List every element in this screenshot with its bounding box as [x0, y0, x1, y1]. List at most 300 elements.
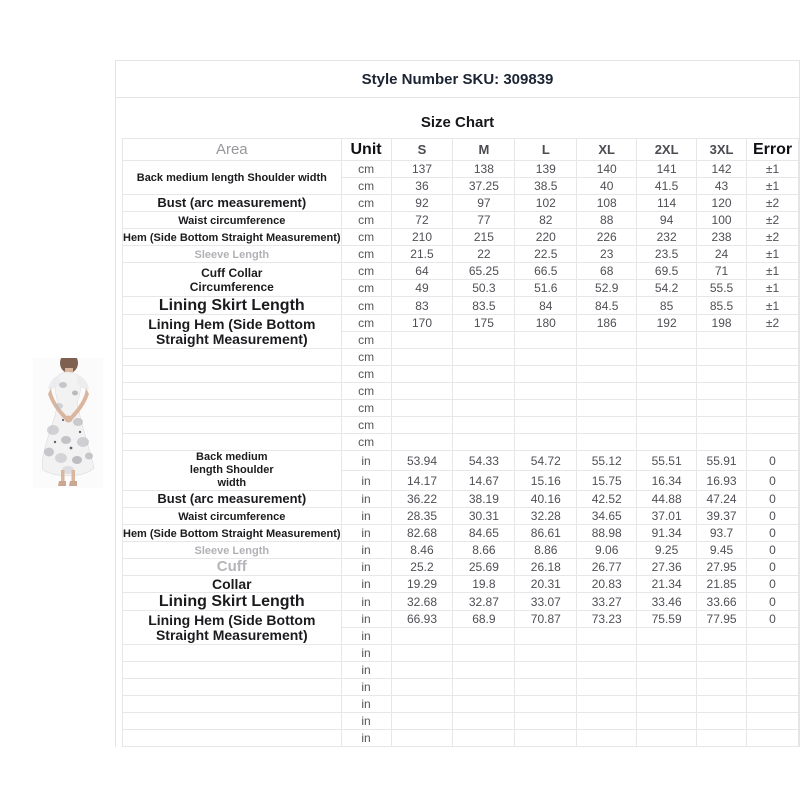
area-label: Lining Skirt Length	[158, 593, 305, 610]
unit-cell: in	[341, 730, 391, 747]
size-value-cell	[577, 713, 637, 730]
size-value-cell: 75.59	[637, 611, 697, 628]
size-value-cell: 32.28	[515, 508, 577, 525]
size-value-cell: 50.3	[453, 280, 515, 297]
size-value-cell: 23	[577, 246, 637, 263]
table-row	[123, 491, 799, 508]
area-cell	[123, 662, 342, 679]
size-value-cell	[577, 645, 637, 662]
size-value-cell: 72	[391, 212, 453, 229]
table-row	[123, 195, 799, 212]
size-value-cell	[515, 383, 577, 400]
size-value-cell	[515, 417, 577, 434]
size-value-cell: 85.5	[697, 297, 747, 315]
unit-cell: cm	[341, 417, 391, 434]
area-label: Waist circumference	[178, 214, 286, 227]
area-cell	[123, 542, 342, 559]
error-cell: 0	[747, 451, 799, 471]
error-cell	[747, 400, 799, 417]
size-value-cell: 70.87	[515, 611, 577, 628]
size-value-cell: 8.86	[515, 542, 577, 559]
size-value-cell	[637, 400, 697, 417]
area-cell	[123, 593, 342, 611]
area-cell	[123, 576, 342, 593]
size-value-cell: 64	[391, 263, 453, 280]
size-value-cell	[391, 434, 453, 451]
error-cell	[747, 679, 799, 696]
size-value-cell: 38.5	[515, 178, 577, 195]
error-cell: 0	[747, 542, 799, 559]
error-cell	[747, 366, 799, 383]
area-cell	[123, 315, 342, 349]
column-header-l: L	[515, 139, 577, 161]
column-header-2xl: 2XL	[637, 139, 697, 161]
size-value-cell: 170	[391, 315, 453, 332]
size-value-cell	[637, 332, 697, 349]
error-cell: ±1	[747, 297, 799, 315]
size-value-cell: 100	[697, 212, 747, 229]
size-value-cell: 14.67	[453, 471, 515, 491]
table-row	[123, 246, 799, 263]
size-value-cell: 34.65	[577, 508, 637, 525]
error-cell: 0	[747, 471, 799, 491]
size-value-cell	[391, 713, 453, 730]
size-value-cell: 39.37	[697, 508, 747, 525]
size-value-cell: 238	[697, 229, 747, 246]
size-value-cell	[453, 696, 515, 713]
area-label: Bust (arc measurement)	[157, 195, 307, 210]
size-value-cell: 85	[637, 297, 697, 315]
size-value-cell	[453, 400, 515, 417]
area-label: Waist circumference	[178, 510, 286, 523]
error-cell	[747, 332, 799, 349]
size-value-cell: 55.12	[577, 451, 637, 471]
table-row	[123, 645, 799, 662]
area-label: Cuff	[216, 558, 247, 575]
size-value-cell: 9.45	[697, 542, 747, 559]
size-value-cell	[515, 332, 577, 349]
size-value-cell	[697, 628, 747, 645]
unit-cell: cm	[341, 400, 391, 417]
error-cell: ±1	[747, 161, 799, 178]
size-value-cell: 36	[391, 178, 453, 195]
area-cell	[123, 696, 342, 713]
size-value-cell: 44.88	[637, 491, 697, 508]
unit-cell: in	[341, 508, 391, 525]
size-value-cell	[637, 713, 697, 730]
area-cell	[123, 417, 342, 434]
size-value-cell	[577, 434, 637, 451]
size-value-cell: 66.5	[515, 263, 577, 280]
unit-cell: in	[341, 525, 391, 542]
column-header-s: S	[391, 139, 453, 161]
size-value-cell: 77	[453, 212, 515, 229]
size-value-cell: 27.36	[637, 559, 697, 576]
error-cell: ±1	[747, 178, 799, 195]
size-value-cell	[515, 400, 577, 417]
size-value-cell	[637, 349, 697, 366]
table-row	[123, 508, 799, 525]
area-cell	[123, 366, 342, 383]
size-value-cell: 25.2	[391, 559, 453, 576]
size-value-cell	[453, 332, 515, 349]
error-cell	[747, 696, 799, 713]
size-value-cell	[637, 628, 697, 645]
column-header-3xl: 3XL	[697, 139, 747, 161]
area-cell	[123, 645, 342, 662]
table-row	[123, 713, 799, 730]
size-value-cell	[391, 417, 453, 434]
area-label: Lining Skirt Length	[158, 297, 305, 314]
table-row	[123, 451, 799, 471]
area-label: Back medium length Shoulder width	[189, 451, 274, 489]
unit-cell: cm	[341, 212, 391, 229]
error-cell	[747, 628, 799, 645]
size-value-cell: 141	[637, 161, 697, 178]
size-value-cell: 19.29	[391, 576, 453, 593]
area-label: Hem (Side Bottom Straight Measurement)	[123, 231, 341, 244]
area-cell	[123, 349, 342, 366]
area-label: Sleeve Length	[194, 544, 270, 557]
size-value-cell	[577, 679, 637, 696]
size-value-cell: 180	[515, 315, 577, 332]
table-row	[123, 593, 799, 611]
size-value-cell	[453, 713, 515, 730]
size-value-cell	[515, 349, 577, 366]
size-value-cell: 19.8	[453, 576, 515, 593]
size-value-cell: 14.17	[391, 471, 453, 491]
size-value-cell: 9.25	[637, 542, 697, 559]
size-value-cell	[637, 383, 697, 400]
size-value-cell: 20.83	[577, 576, 637, 593]
table-row	[123, 730, 799, 747]
size-value-cell: 137	[391, 161, 453, 178]
size-value-cell	[697, 645, 747, 662]
size-value-cell: 91.34	[637, 525, 697, 542]
table-row	[123, 263, 799, 280]
size-value-cell	[453, 679, 515, 696]
unit-cell: in	[341, 471, 391, 491]
size-value-cell: 82	[515, 212, 577, 229]
size-value-cell	[515, 434, 577, 451]
size-value-cell: 32.68	[391, 593, 453, 611]
table-row	[123, 611, 799, 628]
size-value-cell: 28.35	[391, 508, 453, 525]
size-value-cell: 49	[391, 280, 453, 297]
size-value-cell: 36.22	[391, 491, 453, 508]
table-header-row	[123, 139, 799, 161]
area-cell	[123, 383, 342, 400]
size-value-cell: 37.01	[637, 508, 697, 525]
area-cell	[123, 559, 342, 576]
area-cell	[123, 525, 342, 542]
area-cell	[123, 400, 342, 417]
size-value-cell: 97	[453, 195, 515, 212]
size-value-cell	[391, 679, 453, 696]
size-value-cell	[515, 366, 577, 383]
size-value-cell	[391, 400, 453, 417]
table-row	[123, 161, 799, 178]
size-value-cell	[577, 400, 637, 417]
area-label: Lining Hem (Side Bottom Straight Measurement)	[148, 315, 316, 347]
size-value-cell: 33.66	[697, 593, 747, 611]
size-value-cell: 21.5	[391, 246, 453, 263]
size-value-cell: 93.7	[697, 525, 747, 542]
area-cell	[123, 161, 342, 195]
size-value-cell: 21.85	[697, 576, 747, 593]
size-value-cell: 41.5	[637, 178, 697, 195]
error-cell: 0	[747, 576, 799, 593]
size-value-cell: 84	[515, 297, 577, 315]
table-row	[123, 434, 799, 451]
size-value-cell: 25.69	[453, 559, 515, 576]
size-chart-panel	[115, 60, 800, 747]
size-value-cell: 54.72	[515, 451, 577, 471]
size-value-cell: 71	[697, 263, 747, 280]
size-value-cell	[637, 366, 697, 383]
size-value-cell: 23.5	[637, 246, 697, 263]
unit-cell: cm	[341, 161, 391, 178]
size-value-cell	[391, 332, 453, 349]
size-value-cell: 220	[515, 229, 577, 246]
size-value-cell: 16.34	[637, 471, 697, 491]
size-value-cell: 175	[453, 315, 515, 332]
size-value-cell	[577, 628, 637, 645]
size-value-cell: 51.6	[515, 280, 577, 297]
size-value-cell: 55.51	[637, 451, 697, 471]
size-value-cell	[697, 434, 747, 451]
error-cell	[747, 645, 799, 662]
area-label: Sleeve Length	[194, 248, 270, 261]
error-cell: 0	[747, 491, 799, 508]
size-value-cell	[577, 332, 637, 349]
size-value-cell	[637, 645, 697, 662]
unit-cell: in	[341, 451, 391, 471]
area-label: Hem (Side Bottom Straight Measurement)	[123, 527, 341, 540]
size-value-cell	[391, 349, 453, 366]
size-value-cell	[577, 662, 637, 679]
size-value-cell	[577, 696, 637, 713]
size-value-cell: 40	[577, 178, 637, 195]
table-row	[123, 315, 799, 332]
size-value-cell: 92	[391, 195, 453, 212]
error-cell: ±1	[747, 280, 799, 297]
size-value-cell	[577, 383, 637, 400]
error-cell: ±2	[747, 315, 799, 332]
unit-cell: in	[341, 662, 391, 679]
size-value-cell	[391, 628, 453, 645]
size-value-cell: 26.77	[577, 559, 637, 576]
size-value-cell: 33.46	[637, 593, 697, 611]
size-value-cell: 40.16	[515, 491, 577, 508]
area-cell	[123, 434, 342, 451]
column-header-error: Error	[747, 139, 799, 161]
unit-cell: cm	[341, 366, 391, 383]
size-value-cell: 114	[637, 195, 697, 212]
error-cell	[747, 383, 799, 400]
size-value-cell	[453, 383, 515, 400]
unit-cell: in	[341, 679, 391, 696]
size-value-cell: 84.5	[577, 297, 637, 315]
size-value-cell: 37.25	[453, 178, 515, 195]
size-value-cell: 33.07	[515, 593, 577, 611]
unit-cell: in	[341, 645, 391, 662]
size-value-cell	[577, 417, 637, 434]
size-value-cell	[515, 662, 577, 679]
column-header-xl: XL	[577, 139, 637, 161]
area-cell	[123, 297, 342, 315]
table-row	[123, 696, 799, 713]
unit-cell: in	[341, 713, 391, 730]
size-value-cell: 54.2	[637, 280, 697, 297]
table-row	[123, 349, 799, 366]
size-value-cell	[637, 662, 697, 679]
size-value-cell	[697, 679, 747, 696]
table-row	[123, 679, 799, 696]
size-value-cell: 30.31	[453, 508, 515, 525]
size-value-cell: 54.33	[453, 451, 515, 471]
column-header-m: M	[453, 139, 515, 161]
size-value-cell	[391, 730, 453, 747]
size-value-cell: 88	[577, 212, 637, 229]
size-value-cell	[697, 696, 747, 713]
size-value-cell: 42.52	[577, 491, 637, 508]
unit-cell: cm	[341, 434, 391, 451]
size-value-cell: 15.75	[577, 471, 637, 491]
size-value-cell: 55.5	[697, 280, 747, 297]
size-value-cell: 186	[577, 315, 637, 332]
size-value-cell: 52.9	[577, 280, 637, 297]
size-value-cell	[637, 434, 697, 451]
size-value-cell	[697, 366, 747, 383]
size-value-cell	[697, 383, 747, 400]
table-row	[123, 559, 799, 576]
size-value-cell	[697, 730, 747, 747]
size-value-cell	[637, 679, 697, 696]
size-value-cell: 38.19	[453, 491, 515, 508]
size-value-cell: 94	[637, 212, 697, 229]
size-value-cell: 108	[577, 195, 637, 212]
size-value-cell: 9.06	[577, 542, 637, 559]
size-value-cell: 26.18	[515, 559, 577, 576]
size-value-cell: 43	[697, 178, 747, 195]
size-value-cell: 22	[453, 246, 515, 263]
size-value-cell	[453, 662, 515, 679]
column-header-unit: Unit	[341, 139, 391, 161]
size-value-cell	[697, 713, 747, 730]
size-value-cell	[577, 349, 637, 366]
table-row	[123, 662, 799, 679]
area-cell	[123, 212, 342, 229]
size-value-cell: 120	[697, 195, 747, 212]
unit-cell: in	[341, 628, 391, 645]
size-value-cell: 65.25	[453, 263, 515, 280]
size-value-cell	[637, 730, 697, 747]
size-value-cell: 32.87	[453, 593, 515, 611]
unit-cell: cm	[341, 297, 391, 315]
size-value-cell	[391, 366, 453, 383]
unit-cell: in	[341, 559, 391, 576]
error-cell: 0	[747, 508, 799, 525]
size-value-cell: 83	[391, 297, 453, 315]
size-value-cell: 68.9	[453, 611, 515, 628]
size-value-cell: 33.27	[577, 593, 637, 611]
size-value-cell: 198	[697, 315, 747, 332]
table-row	[123, 400, 799, 417]
area-cell	[123, 679, 342, 696]
error-cell: ±2	[747, 195, 799, 212]
size-value-cell: 142	[697, 161, 747, 178]
size-value-cell	[515, 679, 577, 696]
area-label: Bust (arc measurement)	[157, 491, 307, 506]
error-cell	[747, 730, 799, 747]
error-cell: ±2	[747, 229, 799, 246]
size-value-cell: 192	[637, 315, 697, 332]
size-value-cell: 232	[637, 229, 697, 246]
area-cell	[123, 451, 342, 491]
size-value-cell	[697, 417, 747, 434]
table-row	[123, 297, 799, 315]
size-value-cell	[391, 696, 453, 713]
size-value-cell: 24	[697, 246, 747, 263]
size-value-cell	[637, 696, 697, 713]
size-value-cell	[515, 696, 577, 713]
size-value-cell	[453, 730, 515, 747]
size-value-cell	[453, 628, 515, 645]
size-value-cell	[515, 628, 577, 645]
error-cell	[747, 349, 799, 366]
unit-cell: in	[341, 611, 391, 628]
area-label: Back medium length Shoulder width	[136, 172, 327, 184]
size-value-cell	[697, 349, 747, 366]
size-value-cell: 53.94	[391, 451, 453, 471]
size-value-cell: 21.34	[637, 576, 697, 593]
size-value-cell: 55.91	[697, 451, 747, 471]
dress-photo	[33, 358, 103, 488]
size-value-cell: 77.95	[697, 611, 747, 628]
size-value-cell	[453, 366, 515, 383]
area-cell	[123, 246, 342, 263]
area-cell	[123, 229, 342, 246]
size-value-cell	[515, 645, 577, 662]
size-chart-title: Size Chart	[420, 114, 495, 131]
size-value-cell: 84.65	[453, 525, 515, 542]
area-cell	[123, 611, 342, 645]
size-value-cell: 139	[515, 161, 577, 178]
table-row	[123, 229, 799, 246]
size-value-cell: 27.95	[697, 559, 747, 576]
size-value-cell: 86.61	[515, 525, 577, 542]
size-value-cell: 140	[577, 161, 637, 178]
area-cell	[123, 730, 342, 747]
area-cell	[123, 713, 342, 730]
error-cell	[747, 713, 799, 730]
size-value-cell: 102	[515, 195, 577, 212]
size-value-cell: 138	[453, 161, 515, 178]
product-image	[33, 358, 103, 488]
error-cell: ±1	[747, 246, 799, 263]
size-value-cell: 20.31	[515, 576, 577, 593]
size-value-cell	[577, 730, 637, 747]
unit-cell: in	[341, 593, 391, 611]
unit-cell: in	[341, 696, 391, 713]
size-value-cell: 8.46	[391, 542, 453, 559]
area-label: Lining Hem (Side Bottom Straight Measurement)	[148, 611, 316, 643]
size-value-cell	[453, 349, 515, 366]
unit-cell: cm	[341, 178, 391, 195]
size-value-cell: 22.5	[515, 246, 577, 263]
table-row	[123, 542, 799, 559]
